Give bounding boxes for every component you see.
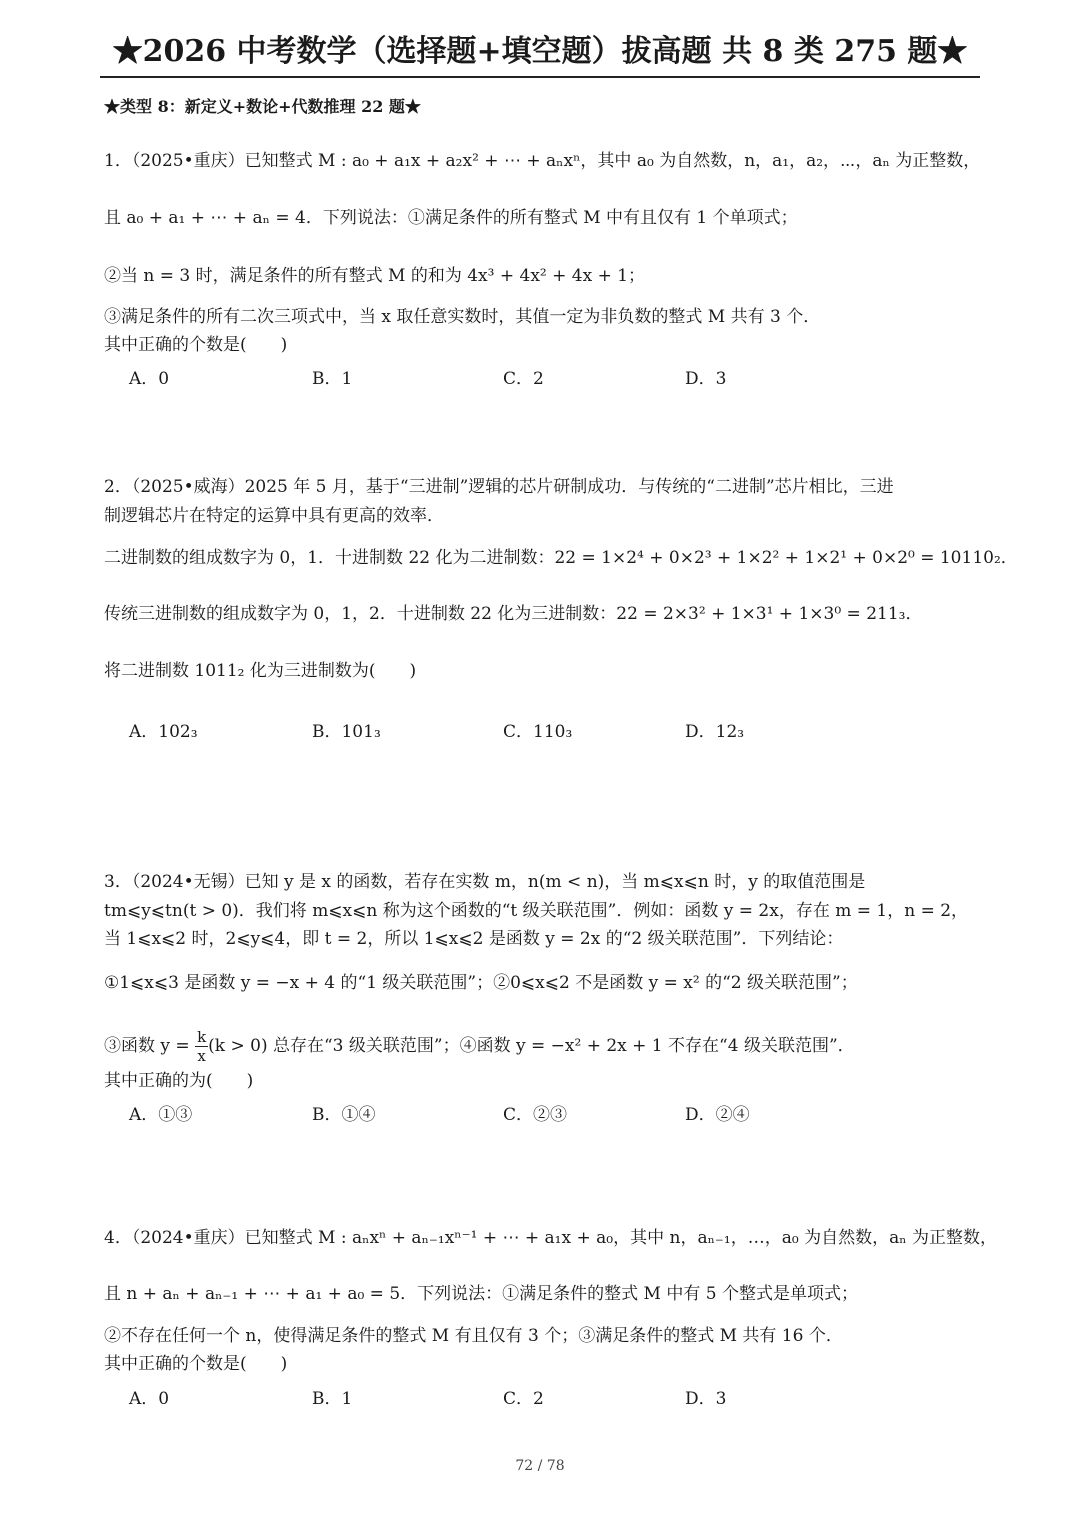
fraction-denominator: x bbox=[197, 1047, 206, 1065]
section-heading: ★类型 8：新定义+数论+代数推理 22 题★ bbox=[104, 97, 421, 116]
option-d: D．3 bbox=[685, 369, 727, 389]
page-number: 72 / 78 bbox=[515, 1458, 565, 1474]
question-line: 3．（2024•无锡）已知 y 是 x 的函数，若存在实数 m，n(m < n)，当 m⩽x⩽n 时，y 的取值范围是 bbox=[104, 872, 866, 892]
question-line: 其中正确的个数是( ) bbox=[104, 1354, 288, 1374]
fraction bbox=[195, 1028, 208, 1065]
question-line: ①1⩽x⩽3 是函数 y = −x + 4 的“1 级关联范围”；②0⩽x⩽2 不是函数 y = x² 的“2 级关联范围”； bbox=[104, 973, 858, 993]
question-line: 且 a₀ + a₁ + ⋯ + aₙ = 4．下列说法：①满足条件的所有整式 M 中有且仅有 1 个单项式； bbox=[104, 208, 798, 228]
question-line: 且 n + aₙ + aₙ₋₁ + ⋯ + a₁ + a₀ = 5．下列说法：①满足条件的整式 M 中有 5 个整式是单项式； bbox=[104, 1284, 858, 1304]
answer-options bbox=[129, 1100, 980, 1125]
option-b: B．①④ bbox=[312, 1105, 376, 1125]
question-line bbox=[104, 1028, 980, 1065]
answer-options bbox=[129, 1384, 980, 1409]
question-line: 其中正确的为( ) bbox=[104, 1071, 254, 1091]
option-d: D．12₃ bbox=[685, 722, 745, 742]
question-line: 将二进制数 1011₂ 化为三进制数为( ) bbox=[104, 661, 417, 681]
question-line: 1．（2025•重庆）已知整式 M : a₀ + a₁x + a₂x² + ⋯ + aₙxⁿ，其中 a₀ 为自然数，n，a₁，a₂，⋯，aₙ 为正整数， bbox=[104, 151, 981, 171]
option-b: B．101₃ bbox=[312, 722, 381, 742]
option-c: C．2 bbox=[503, 369, 544, 389]
question-line: ②当 n = 3 时，满足条件的所有整式 M 的和为 4x³ + 4x² + 4x + 1； bbox=[104, 266, 646, 286]
question-line: 二进制数的组成数字为 0，1．十进制数 22 化为二进制数：22 = 1×2⁴ + 0×2³ + 1×2² + 1×2¹ + 0×2⁰ = 10110₂． bbox=[104, 548, 1018, 568]
fraction-numerator: k bbox=[197, 1028, 207, 1046]
question-text: (k > 0) 总存在“3 级关联范围”；④函数 y = −x² + 2x + 1 不存在“4 级关联范围”． bbox=[208, 1036, 855, 1056]
question-line: ③满足条件的所有二次三项式中，当 x 取任意实数时，其值一定为非负数的整式 M 共有 3 个． bbox=[104, 307, 821, 327]
question-line: 当 1⩽x⩽2 时，2⩽y⩽4，即 t = 2，所以 1⩽x⩽2 是函数 y = 2x 的“2 级关联范围”．下列结论： bbox=[104, 929, 844, 949]
option-a: A．102₃ bbox=[129, 722, 198, 742]
question-line: 2．（2025•威海）2025 年 5 月，基于“三进制”逻辑的芯片研制成功．与传统的“二进制”芯片相比，三进 bbox=[104, 477, 894, 497]
question-text: ③函数 y = bbox=[104, 1036, 196, 1056]
option-b: B．1 bbox=[312, 369, 353, 389]
option-c: C．②③ bbox=[503, 1105, 568, 1125]
option-c: C．2 bbox=[503, 1389, 544, 1409]
option-a: A．0 bbox=[129, 1389, 170, 1409]
answer-options bbox=[129, 364, 980, 389]
answer-options bbox=[129, 717, 980, 742]
option-a: A．0 bbox=[129, 369, 170, 389]
option-b: B．1 bbox=[312, 1389, 353, 1409]
option-d: D．3 bbox=[685, 1389, 727, 1409]
question-line: tm⩽y⩽tn(t > 0)．我们将 m⩽x⩽n 称为这个函数的“t 级关联范围”．例如：函数 y = 2x，存在 m = 1，n = 2， bbox=[104, 901, 969, 921]
question-line: ②不存在任何一个 n，使得满足条件的整式 M 有且仅有 3 个；③满足条件的整式 M 共有 16 个． bbox=[104, 1326, 843, 1346]
page-title: ★2026 中考数学（选择题+填空题）拔高题 共 8 类 275 题★ bbox=[100, 28, 980, 78]
option-c: C．110₃ bbox=[503, 722, 573, 742]
question-line: 其中正确的个数是( ) bbox=[104, 335, 288, 355]
question-line: 传统三进制数的组成数字为 0，1，2．十进制数 22 化为三进制数：22 = 2×3² + 1×3¹ + 1×3⁰ = 211₃． bbox=[104, 604, 923, 624]
question-line: 4．（2024•重庆）已知整式 M : aₙxⁿ + aₙ₋₁xⁿ⁻¹ + ⋯ + a₁x + a₀，其中 n，aₙ₋₁，…，a₀ 为自然数，aₙ 为正整数， bbox=[104, 1228, 997, 1248]
question-line: 制逻辑芯片在特定的运算中具有更高的效率． bbox=[104, 506, 444, 526]
option-d: D．②④ bbox=[685, 1105, 750, 1125]
option-a: A．①③ bbox=[129, 1105, 193, 1125]
